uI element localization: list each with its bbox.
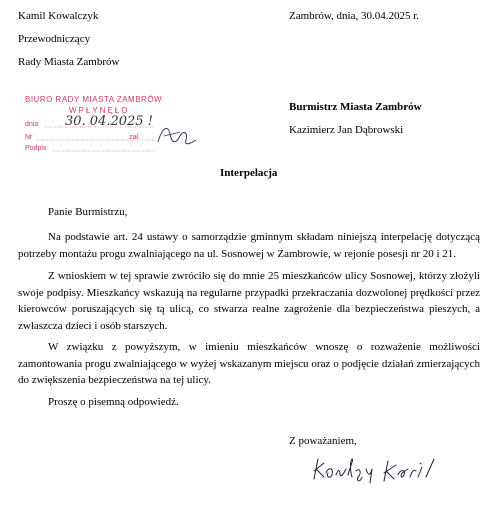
stamp-title: BIURO RADY MIASTA ZAMBRÓW (25, 95, 163, 104)
paragraph-legal-basis: Na podstawie art. 24 ustawy o samorządzie gminnym składam niniejszą interpelację dotyczącą potrzeby montażu progu zwalniającego na ul. Sosnowej w Zambrowie, w rejonie posesji nr 20 i 21. (18, 231, 480, 260)
subject-heading: Interpelacja (220, 167, 278, 179)
recipient-name: Kazimierz Jan Dąbrowski (289, 124, 404, 136)
stamp-number-label: Nr (25, 134, 33, 141)
sender-role: Przewodniczący (18, 33, 91, 45)
paragraph-response-request: Proszę o pisemną odpowiedź. (48, 396, 179, 408)
place-date: Zambrów, dnia, 30.04.2025 r. (289, 10, 420, 22)
stamp-signature-label: Podpis (25, 145, 47, 152)
paragraph-proposal: W związku z powyższym, w imieniu mieszkańców wnoszę o rozważenie możliwości zamontowania progu zwalniającego w wyżej wskazanym miejscu oraz o podjęcie działań zmierzających do zwiększenia bezpieczeństwa na tej ulicy. (18, 341, 480, 386)
stamp-signature-scribble (150, 120, 200, 150)
handwritten-signature (310, 455, 460, 485)
recipient-title: Burmistrz Miasta Zambrów (289, 101, 422, 113)
sender-org: Rady Miasta Zambrów (18, 56, 120, 68)
stamp-number-value: zał. (129, 134, 140, 141)
paragraph-residents-request: Z wnioskiem w tej sprawie zwróciło się do mnie 25 mieszkańców ulicy Sosnowej, którzy złożyli swoje podpisy. Mieszkańcy wskazują na regularne przypadki przekraczania dozwolonej prędkości przez kierowców poruszających się tą ulicą, co stwarza realne zagrożenie dla bezpieczeństwa pieszych, a zwłaszcza dzieci i osób starszych. (18, 270, 480, 332)
sender-name: Kamil Kowalczyk (18, 10, 99, 22)
closing: Z poważaniem, (289, 435, 357, 447)
received-stamp (25, 95, 185, 165)
stamp-date-value: 30. 04.2025 ! (65, 114, 153, 129)
stamp-subtitle: WPŁYNĘŁO (69, 106, 130, 115)
stamp-date-label: dnia (25, 121, 39, 128)
salutation: Panie Burmistrzu, (48, 206, 128, 218)
